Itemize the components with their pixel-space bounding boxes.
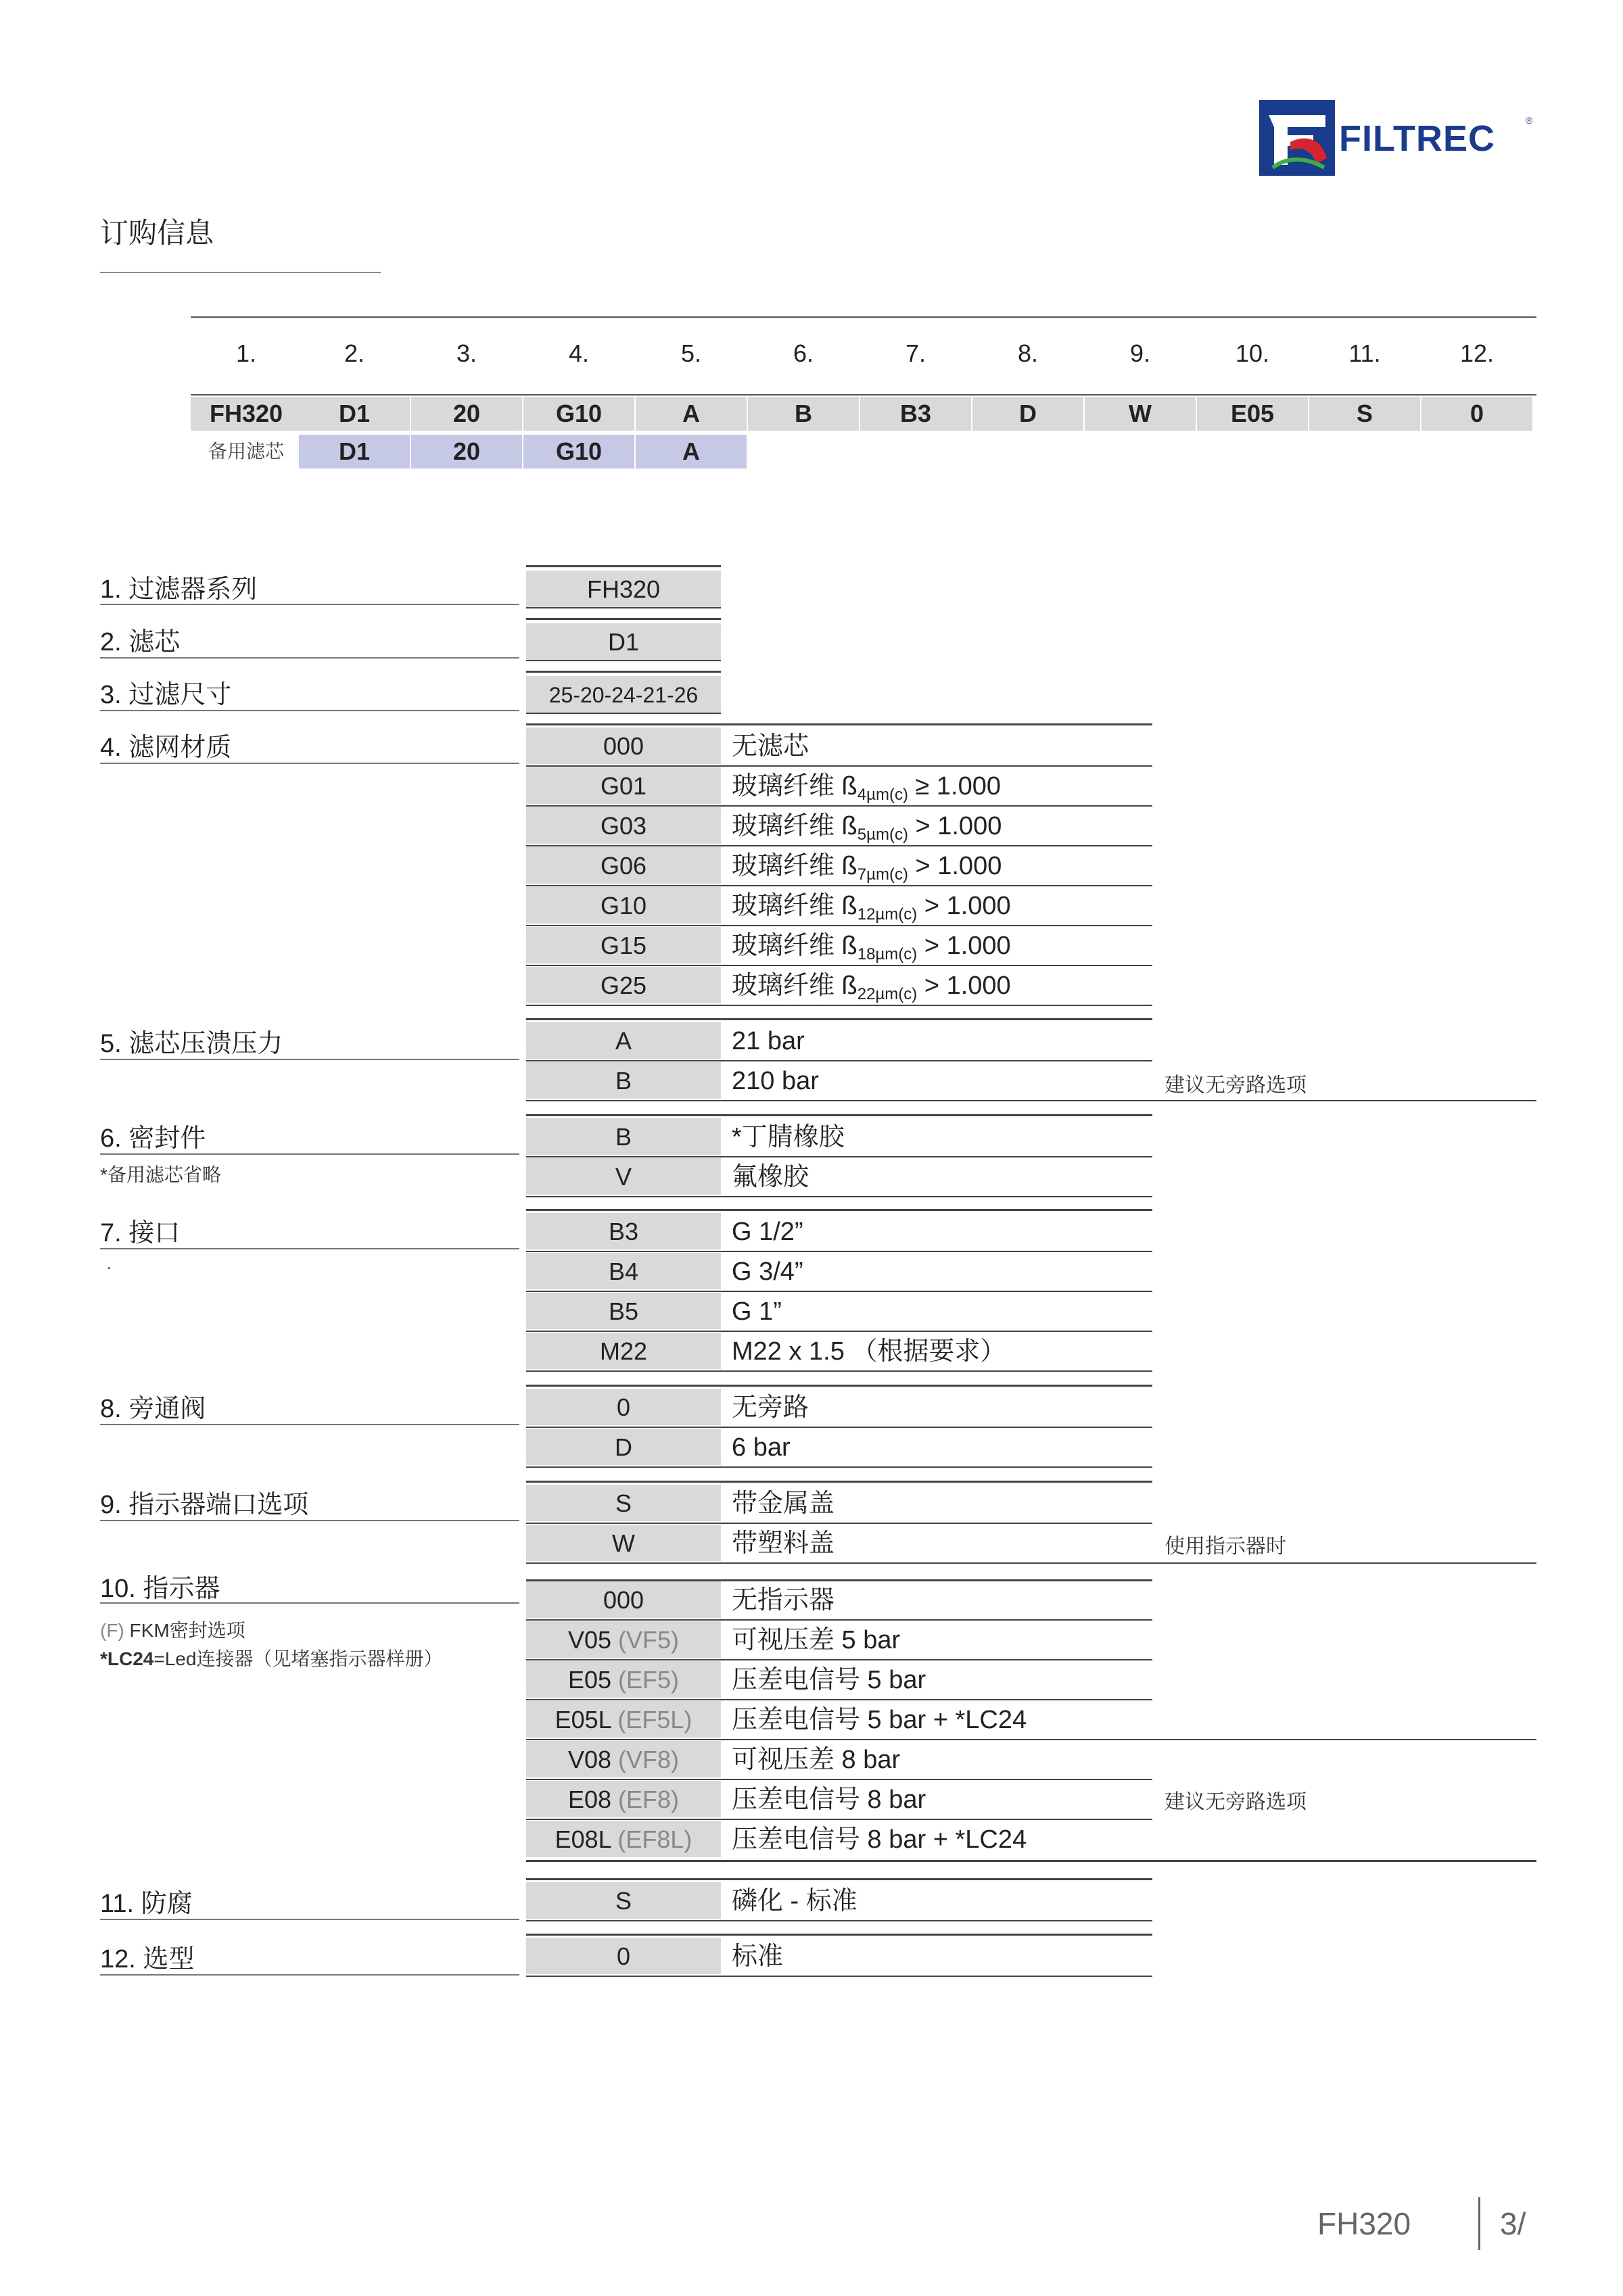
section-12-row-desc: 标准 xyxy=(732,1942,784,1971)
code-cell-bottom-rule xyxy=(526,607,721,608)
section-4-row-desc: 玻璃纤维 $ß_{12\mu m(c)} > 1.000$ xyxy=(732,892,1011,924)
row-rule xyxy=(526,1466,1152,1468)
section-4-row-desc: 玻璃纤维 $ß_{7\mu m(c)} > 1.000$ xyxy=(732,852,1002,884)
section-9-row-code: W xyxy=(526,1525,721,1561)
section-7-sublabel: . xyxy=(107,1255,112,1273)
section-12-label: 12. 选型 xyxy=(100,1945,195,1974)
section-10-row-desc: 压差电信号 8 bar xyxy=(732,1786,926,1814)
row-rule xyxy=(526,1196,1152,1197)
summary-col-number: 5. xyxy=(680,339,702,367)
section-8-row-desc: 无旁路 xyxy=(732,1393,809,1422)
section-10-row-desc: 无指示器 xyxy=(732,1586,835,1615)
section-rule xyxy=(100,1520,519,1521)
row-rule xyxy=(526,845,1152,846)
section-6-row-code: V xyxy=(526,1158,721,1195)
section-rule xyxy=(100,1602,519,1604)
row-rule xyxy=(526,1619,1152,1621)
section-rule xyxy=(100,1919,519,1920)
code-cell-top-rule xyxy=(526,671,721,673)
section-9-note: 使用指示器时 xyxy=(1165,1535,1286,1558)
row-rule xyxy=(526,1562,1536,1564)
summary-col-number: 1. xyxy=(235,339,257,367)
code-cell-top-rule xyxy=(526,618,721,620)
section-10-row-code: 000 xyxy=(526,1581,721,1618)
summary-code-cell: S xyxy=(1309,397,1420,431)
section-10-row-code: E08 (EF8) xyxy=(526,1781,721,1817)
section-10-row-code: E08L (EF8L) xyxy=(526,1821,721,1857)
summary-col-number: 3. xyxy=(456,339,477,367)
section-8-row-code: 0 xyxy=(526,1389,721,1425)
row-rule xyxy=(526,925,1152,926)
section-4-row-desc: 玻璃纤维 $ß_{4\mu m(c)} \ge 1.000$ xyxy=(732,772,1002,804)
section-8-label: 8. 旁通阀 xyxy=(100,1395,206,1423)
spare-code-cell: D1 xyxy=(299,435,410,469)
section-5-label: 5. 滤芯压溃压力 xyxy=(100,1030,283,1058)
row-rule xyxy=(526,965,1152,966)
summary-col-number: 11. xyxy=(1348,339,1381,367)
spare-element-label: 备用滤芯 xyxy=(208,441,284,462)
row-rule xyxy=(526,765,1152,767)
page-title: 订购信息 xyxy=(100,217,214,249)
summary-code-cell: 0 xyxy=(1421,397,1532,431)
section-10-row-desc: 压差电信号 8 bar + *LC24 xyxy=(732,1825,1027,1854)
row-rule xyxy=(526,1370,1152,1372)
section-7-row-desc: G 3/4” xyxy=(732,1258,803,1286)
section-6-row-desc: *丁腈橡胶 xyxy=(732,1123,845,1151)
section-7-row-desc: M22 x 1.5 （根据要求） xyxy=(732,1337,1006,1366)
section-8-row-desc: 6 bar xyxy=(732,1433,791,1462)
section-7-row-code: M22 xyxy=(526,1333,721,1369)
section-rule xyxy=(100,1974,519,1976)
row-rule xyxy=(526,1005,1152,1006)
row-rule xyxy=(526,1739,1536,1740)
summary-col-number: 8. xyxy=(1017,339,1039,367)
brand-registered-mark: ® xyxy=(1526,115,1533,126)
section-10-note: 建议无旁路选项 xyxy=(1165,1791,1307,1813)
section-5-row-code: B xyxy=(526,1062,721,1099)
section-rule xyxy=(100,1153,519,1155)
section-4-row-desc: 玻璃纤维 $ß_{18\mu m(c)} > 1.000$ xyxy=(732,932,1011,963)
section-10-sublabel-fkm: (F) FKM密封选项 xyxy=(100,1620,245,1641)
section-5-row-desc: 21 bar xyxy=(732,1027,805,1055)
row-rule xyxy=(526,1860,1536,1862)
code-cell-bottom-rule xyxy=(526,713,721,714)
section-4-row-code: G06 xyxy=(526,847,721,884)
row-rule xyxy=(526,885,1152,886)
section-10-row-code: E05L (EF5L) xyxy=(526,1701,721,1738)
section-4-row-desc: 无滤芯 xyxy=(732,732,809,761)
row-rule xyxy=(526,1060,1152,1061)
section-7-top-rule xyxy=(526,1209,1152,1211)
section-4-row-code: G25 xyxy=(526,967,721,1003)
row-rule xyxy=(526,1156,1152,1157)
section-1-code: FH320 xyxy=(526,571,721,607)
section-4-row-code: G03 xyxy=(526,807,721,844)
section-10-row-desc: 可视压差 8 bar xyxy=(732,1746,901,1774)
summary-code-cell: D1 xyxy=(299,397,410,431)
row-rule xyxy=(526,1819,1152,1820)
summary-top-rule xyxy=(191,316,1536,318)
summary-code-cell: B3 xyxy=(860,397,971,431)
section-10-sublabel-led: *LC24=Led连接器（见堵塞指示器样册） xyxy=(100,1648,443,1669)
section-4-label: 4. 滤网材质 xyxy=(100,734,232,762)
row-rule xyxy=(526,1331,1152,1332)
footer-page-number: 3/ xyxy=(1500,2206,1526,2241)
row-rule xyxy=(526,1291,1152,1292)
section-4-row-desc: 玻璃纤维 $ß_{5\mu m(c)} > 1.000$ xyxy=(732,812,1002,844)
section-rule xyxy=(100,657,519,659)
section-rule xyxy=(100,604,519,605)
section-rule xyxy=(100,1059,519,1060)
section-9-row-desc: 带塑料盖 xyxy=(732,1529,835,1558)
section-6-row-code: B xyxy=(526,1118,721,1155)
section-8-top-rule xyxy=(526,1385,1152,1387)
row-rule xyxy=(526,1779,1152,1780)
summary-col-number: 2. xyxy=(344,339,365,367)
section-1-label: 1. 过滤器系列 xyxy=(100,575,258,604)
section-rule xyxy=(100,763,519,764)
code-cell-bottom-rule xyxy=(526,660,721,661)
section-4-row-code: G15 xyxy=(526,927,721,963)
section-4-top-rule xyxy=(526,723,1152,725)
section-9-row-code: S xyxy=(526,1485,721,1521)
summary-code-cell: B xyxy=(748,397,859,431)
row-rule xyxy=(526,1523,1152,1524)
summary-code-cell: A xyxy=(636,397,747,431)
section-7-label: 7. 接口 xyxy=(100,1219,181,1247)
section-11-top-rule xyxy=(526,1878,1152,1880)
row-rule xyxy=(526,1699,1152,1700)
section-2-label: 2. 滤芯 xyxy=(100,628,181,656)
section-7-row-code: B4 xyxy=(526,1253,721,1289)
section-9-top-rule xyxy=(526,1481,1152,1483)
section-10-row-code: E05 (EF5) xyxy=(526,1661,721,1698)
summary-col-number: 12. xyxy=(1459,339,1495,367)
summary-code-cell: E05 xyxy=(1197,397,1308,431)
brand-name: FILTREC xyxy=(1339,118,1495,159)
section-6-sublabel: *备用滤芯省略 xyxy=(100,1164,221,1185)
summary-header-rule xyxy=(191,394,1536,396)
section-12-row-code: 0 xyxy=(526,1938,721,1974)
title-underline xyxy=(100,272,381,273)
section-4-row-desc: 玻璃纤维 $ß_{22\mu m(c)} > 1.000$ xyxy=(732,972,1011,1003)
summary-code-cell: 20 xyxy=(411,397,522,431)
summary-code-cell: G10 xyxy=(523,397,634,431)
spare-code-cell: G10 xyxy=(523,435,634,469)
section-10-row-desc: 压差电信号 5 bar + *LC24 xyxy=(732,1706,1027,1734)
footer-divider xyxy=(1478,2197,1480,2250)
row-rule xyxy=(526,1427,1152,1428)
row-rule xyxy=(526,1659,1152,1660)
filtrec-logo-icon xyxy=(1259,100,1335,176)
row-rule xyxy=(526,1251,1152,1252)
section-3-code: 25-20-24-21-26 xyxy=(526,676,721,713)
section-6-top-rule xyxy=(526,1114,1152,1116)
section-9-label: 9. 指示器端口选项 xyxy=(100,1491,309,1519)
summary-col-number: 6. xyxy=(793,339,814,367)
brand-logo xyxy=(1259,100,1536,176)
row-rule xyxy=(526,1976,1152,1977)
code-cell-top-rule xyxy=(526,565,721,567)
section-rule xyxy=(100,1424,519,1425)
summary-col-number: 9. xyxy=(1129,339,1151,367)
footer-product-code: FH320 xyxy=(1317,2206,1411,2241)
summary-col-number: 10. xyxy=(1235,339,1270,367)
section-4-row-code: 000 xyxy=(526,727,721,764)
section-rule xyxy=(100,710,519,711)
section-3-label: 3. 过滤尺寸 xyxy=(100,681,232,709)
summary-col-number: 7. xyxy=(905,339,926,367)
summary-code-cell: FH320 xyxy=(191,397,302,431)
summary-col-number: 4. xyxy=(568,339,590,367)
section-5-row-code: A xyxy=(526,1022,721,1059)
section-7-row-code: B5 xyxy=(526,1293,721,1329)
section-10-row-code: V05 (VF5) xyxy=(526,1621,721,1658)
section-5-top-rule xyxy=(526,1018,1152,1020)
summary-code-cell: D xyxy=(972,397,1083,431)
section-7-row-code: B3 xyxy=(526,1213,721,1249)
section-8-row-code: D xyxy=(526,1429,721,1465)
section-11-label: 11. 防腐 xyxy=(100,1890,193,1918)
section-12-top-rule xyxy=(526,1934,1152,1936)
section-4-row-code: G01 xyxy=(526,767,721,804)
row-rule xyxy=(526,805,1152,807)
section-5-note: 建议无旁路选项 xyxy=(1165,1074,1307,1097)
spare-code-cell: A xyxy=(636,435,747,469)
section-10-row-desc: 可视压差 5 bar xyxy=(732,1626,901,1654)
spare-code-cell: 20 xyxy=(411,435,522,469)
section-10-row-desc: 压差电信号 5 bar xyxy=(732,1666,926,1694)
section-10-label: 10. 指示器 xyxy=(100,1575,220,1603)
section-10-row-code: V08 (VF8) xyxy=(526,1741,721,1777)
section-11-row-desc: 磷化 - 标准 xyxy=(732,1887,857,1915)
section-7-row-desc: G 1/2” xyxy=(732,1218,803,1246)
section-9-row-desc: 带金属盖 xyxy=(732,1489,835,1518)
section-rule xyxy=(100,1248,519,1249)
section-6-label: 6. 密封件 xyxy=(100,1124,206,1153)
row-rule xyxy=(526,1100,1536,1101)
section-2-code: D1 xyxy=(526,623,721,660)
section-4-row-code: G10 xyxy=(526,887,721,924)
section-7-row-desc: G 1” xyxy=(732,1297,782,1326)
summary-code-cell: W xyxy=(1085,397,1196,431)
row-rule xyxy=(526,1920,1152,1921)
section-6-row-desc: 氟橡胶 xyxy=(732,1163,809,1191)
section-5-row-desc: 210 bar xyxy=(732,1067,819,1095)
section-11-row-code: S xyxy=(526,1882,721,1919)
